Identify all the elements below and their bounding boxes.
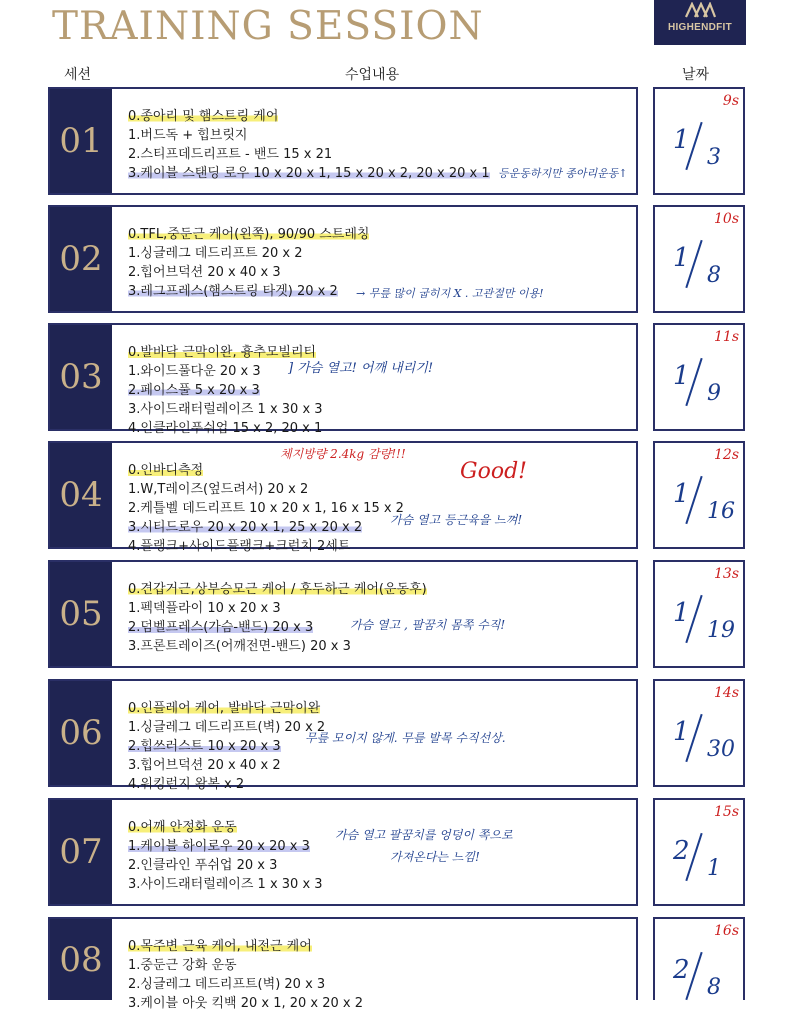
date-box [653,798,745,906]
date-day: 9 [707,381,721,406]
date-box [653,87,745,195]
session-focus: 0.TFL,중둔근 케어(왼쪽), 90/90 스트레칭 [128,227,370,242]
session-focus: 0.종아리 및 햄스트링 케어 [128,109,279,124]
session-count-tag: 12s [714,447,739,463]
logo-mark-icon [684,2,716,18]
exercise-line: 1.케이블 하이로우 20 x 20 x 3 [128,839,310,854]
session-number: 03 [50,325,112,429]
session-number: 05 [50,562,112,666]
handwritten-note: 가슴 열고 팔꿈치를 엉덩이 쪽으로 [335,828,513,842]
exercise-line: 2.인클라인 푸쉬업 20 x 3 [128,858,278,873]
exercise-line: 2.덤벨프레스(가슴-밴드) 20 x 3 [128,620,314,635]
date-month: 1 [673,125,690,155]
exercise-line: 1.와이드풀다운 20 x 3 [128,364,261,379]
exercise-line: 1.버드독 + 힙브릿지 [128,128,248,143]
date-box [653,441,745,549]
date-day: 19 [707,618,735,643]
session-number: 01 [50,89,112,193]
date-day: 16 [707,499,735,524]
date-box [653,205,745,313]
logo-text: HIGHENDFIT [667,22,733,33]
exercise-line: 2.페이스풀 5 x 20 x 3 [128,383,260,398]
date-month: 1 [673,361,690,391]
handwritten-note: → 무릎 많이 굽히지 X . 고관절만 이용! [356,287,544,300]
date-month: 2 [673,955,690,985]
exercise-line: 3.프론트레이즈(어깨전면-밴드) 20 x 3 [128,639,351,654]
session-number: 06 [50,681,112,785]
handwritten-note: ] 가슴 열고! 어깨 내리기! [288,361,434,376]
handwritten-note: 무릎 모이지 않게. 무릎 발목 수직선상. [305,731,506,745]
date-day: 8 [707,975,721,1000]
handwritten-note: 가슴 열고 , 팔꿈치 몸쪽 수직! [350,618,506,632]
session-card [48,917,638,1011]
session-card [48,441,638,554]
date-month: 1 [673,598,690,628]
exercise-line: 2.힙어브덕션 20 x 40 x 3 [128,265,281,280]
page-title: TRAINING SESSION [52,4,484,49]
handwritten-note-red: Good! [460,459,527,484]
exercise-line: 1.싱글레그 데드리프트 20 x 2 [128,246,303,261]
date-month: 1 [673,243,690,273]
session-focus: 0.견갑거근,상부승모근 케어 / 후두하근 케어(운동후) [128,582,427,597]
date-day: 3 [707,145,721,170]
exercise-line: 3.사이드래터럴레이즈 1 x 30 x 3 [128,877,323,892]
exercise-line: 2.힙쓰러스트 10 x 20 x 3 [128,739,281,754]
column-header-session: 세션 [64,67,92,83]
session-focus: 0.인플레어 케어, 발바닥 근막이완 [128,701,321,716]
session-number: 02 [50,207,112,311]
date-day: 30 [707,737,735,762]
brand-logo [654,0,746,45]
session-count-tag: 10s [714,211,739,227]
exercise-line: 1.중둔근 강화 운동 [128,958,237,973]
session-card [48,205,638,313]
exercise-line: 2.케틀벨 데드리프트 10 x 20 x 1, 16 x 15 x 2 [128,501,404,516]
session-count-tag: 16s [714,923,739,939]
handwritten-note: 가져온다는 느낌! [390,850,480,864]
exercise-line: 2.싱글레그 데드리프트(벽) 20 x 3 [128,977,326,992]
exercise-line: 3.힙어브덕션 20 x 40 x 2 [128,758,281,773]
exercise-line: 3.시티드로우 20 x 20 x 1, 25 x 20 x 2 [128,520,363,535]
date-box [653,917,745,1000]
exercise-line: 3.케이블 아웃 킥백 20 x 1, 20 x 20 x 2 [128,996,364,1011]
date-box [653,679,745,787]
handwritten-note: 가슴 열고 등근육을 느껴! [390,513,523,527]
exercise-line: 3.케이블 스탠딩 로우 10 x 20 x 1, 15 x 20 x 2, 20 x 20 x 1 [128,166,490,181]
session-count-tag: 14s [714,685,739,701]
exercise-line: 4.워킹런지 왕복 x 2 [128,777,245,792]
session-focus: 0.발바닥 근막이완, 흉추모빌리티 [128,345,317,360]
exercise-line: 1.싱글레그 데드리프트(벽) 20 x 2 [128,720,326,735]
session-count-tag: 11s [714,329,739,345]
exercise-line: 4.플랭크+사이드플랭크+크런치 2세트 [128,539,351,554]
session-focus: 0.목주변 근육 케어, 내전근 케어 [128,939,312,954]
date-day: 8 [707,263,721,288]
session-card [48,87,638,195]
column-header-date: 날짜 [682,67,710,83]
exercise-line: 4.인클라인푸쉬업 15 x 2, 20 x 1 [128,421,323,436]
session-card [48,679,638,792]
session-count-tag: 13s [714,566,739,582]
date-day: 1 [707,856,721,881]
exercise-line: 1.펙덱플라이 10 x 20 x 3 [128,601,281,616]
exercise-line: 3.사이드래터럴레이즈 1 x 30 x 3 [128,402,323,417]
exercise-line: 2.스티프데드리프트 - 밴드 15 x 21 [128,147,333,162]
date-month: 1 [673,717,690,747]
date-month: 1 [673,479,690,509]
date-box [653,560,745,668]
session-count-tag: 9s [722,93,739,109]
exercise-line: 1.W,T레이즈(엎드려서) 20 x 2 [128,482,309,497]
handwritten-note: 등운동하지만 종아리운동↑ [498,167,628,180]
date-box [653,323,745,431]
handwritten-note-red: 체지방량 2.4kg 감량!!! [280,447,406,461]
session-card [48,560,638,668]
session-number: 08 [50,919,112,1000]
session-card [48,798,638,906]
session-number: 04 [50,443,112,547]
session-focus: 0.어깨 안정화 운동 [128,820,237,835]
session-count-tag: 15s [714,804,739,820]
session-focus: 0.인바디측정 [128,463,204,478]
column-header-content: 수업내용 [345,67,400,83]
session-card [48,323,638,436]
date-month: 2 [673,836,690,866]
exercise-line: 3.레그프레스(햄스트링 타겟) 20 x 2 [128,284,338,299]
session-number: 07 [50,800,112,904]
